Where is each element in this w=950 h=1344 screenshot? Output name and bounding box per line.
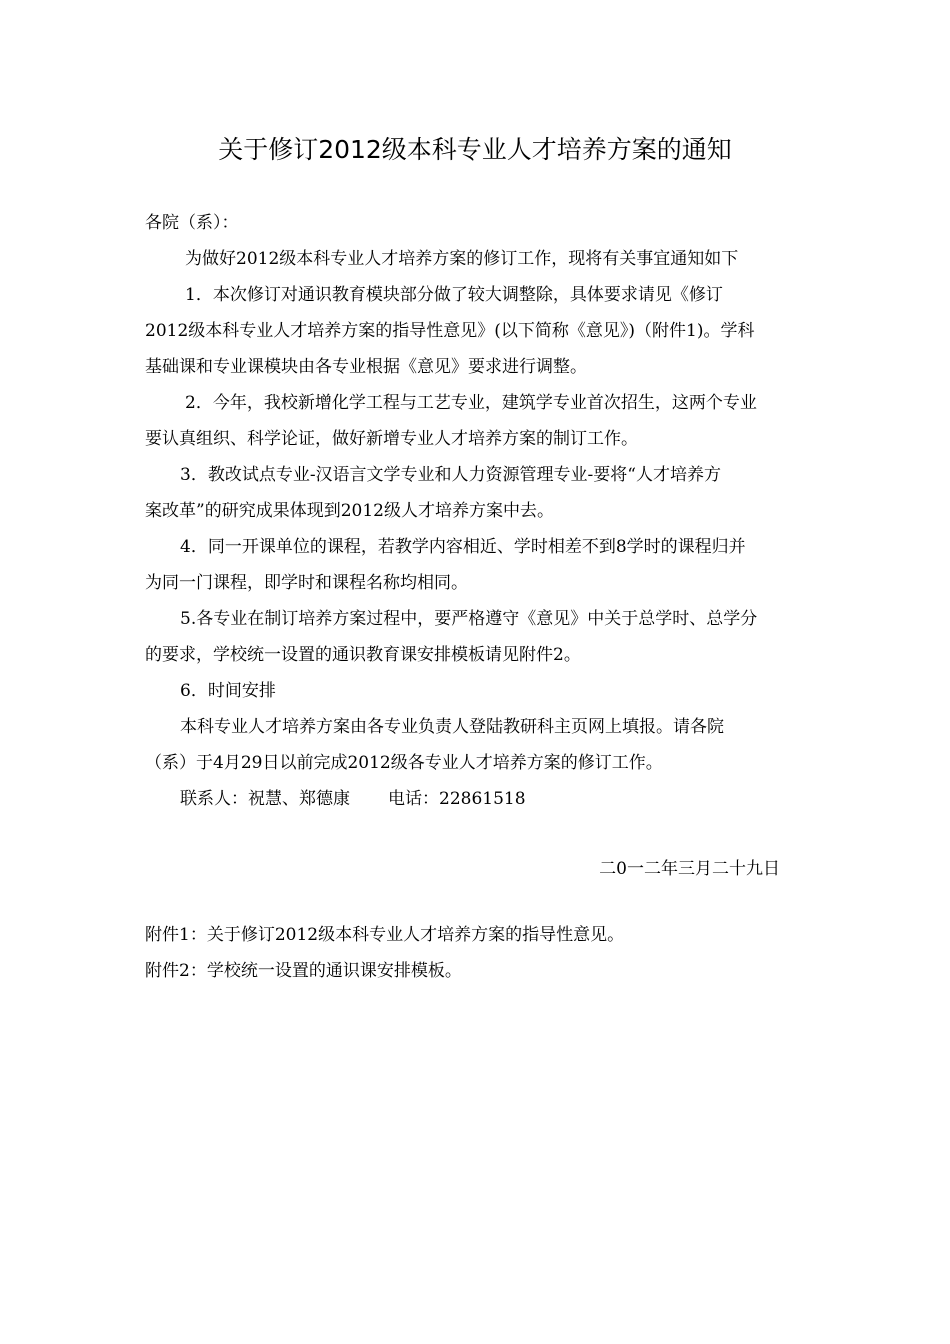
attachment-item: 附件2：学校统一设置的通识课安排模板。 — [145, 961, 462, 981]
attachment-item: 附件1：关于修订2012级本科专业人才培养方案的指导性意见。 — [145, 925, 625, 945]
item-2 — [145, 385, 810, 457]
item-3-line: 案改革”的研究成果体现到2012级人才培养方案中去。 — [145, 501, 554, 521]
item-6 — [145, 673, 810, 781]
document-body — [145, 205, 810, 989]
intro-paragraph: 为做好2012级本科专业人才培养方案的修订工作，现将有关事宜通知如下 — [185, 249, 739, 269]
item-6-line: （系）于4月29日以前完成2012级各专业人才培养方案的修订工作。 — [145, 753, 663, 773]
item-2-line: 2．今年，我校新增化学工程与工艺专业，建筑学专业首次招生，这两个专业 — [185, 393, 757, 413]
item-6-line: 本科专业人才培养方案由各专业负责人登陆教研科主页网上填报。请各院 — [180, 717, 724, 737]
spacer — [145, 887, 810, 917]
item-4 — [145, 529, 810, 601]
item-1 — [145, 277, 810, 385]
document-date: 二0一二年三月二十九日 — [599, 859, 780, 879]
item-5-line: 的要求，学校统一设置的通识教育课安排模板请见附件2。 — [145, 645, 581, 665]
contact-phone: 电话：22861518 — [388, 789, 526, 809]
item-1-line: 2012级本科专业人才培养方案的指导性意见》(以下简称《意见》)（附件1)。学科 — [145, 321, 755, 341]
item-3 — [145, 457, 810, 529]
item-3-line: 3．教改试点专业-汉语言文学专业和人力资源管理专业-要将“人才培养方 — [180, 465, 721, 485]
item-6-heading: 6．时间安排 — [180, 681, 276, 701]
spacer — [145, 817, 810, 851]
contact-line — [145, 781, 810, 817]
item-4-line: 为同一门课程，即学时和课程名称均相同。 — [145, 573, 468, 593]
item-1-line: 基础课和专业课模块由各专业根据《意见》要求进行调整。 — [145, 357, 587, 377]
item-2-line: 要认真组织、科学论证，做好新增专业人才培养方案的制订工作。 — [145, 429, 638, 449]
contact-persons: 联系人：祝慧、郑德康 — [180, 789, 350, 809]
item-4-line: 4．同一开课单位的课程，若教学内容相近、学时相差不到8学时的课程归并 — [180, 537, 746, 557]
item-5 — [145, 601, 810, 673]
attachments-list — [145, 917, 810, 989]
item-1-line: 1．本次修订对通识教育模块部分做了较大调整除，具体要求请见《修订 — [185, 285, 723, 305]
document-title: 关于修订2012级本科专业人才培养方案的通知 — [218, 135, 732, 164]
salutation: 各院（系）： — [145, 213, 239, 233]
item-5-line: 5.各专业在制订培养方案过程中，要严格遵守《意见》中关于总学时、总学分 — [180, 609, 758, 629]
